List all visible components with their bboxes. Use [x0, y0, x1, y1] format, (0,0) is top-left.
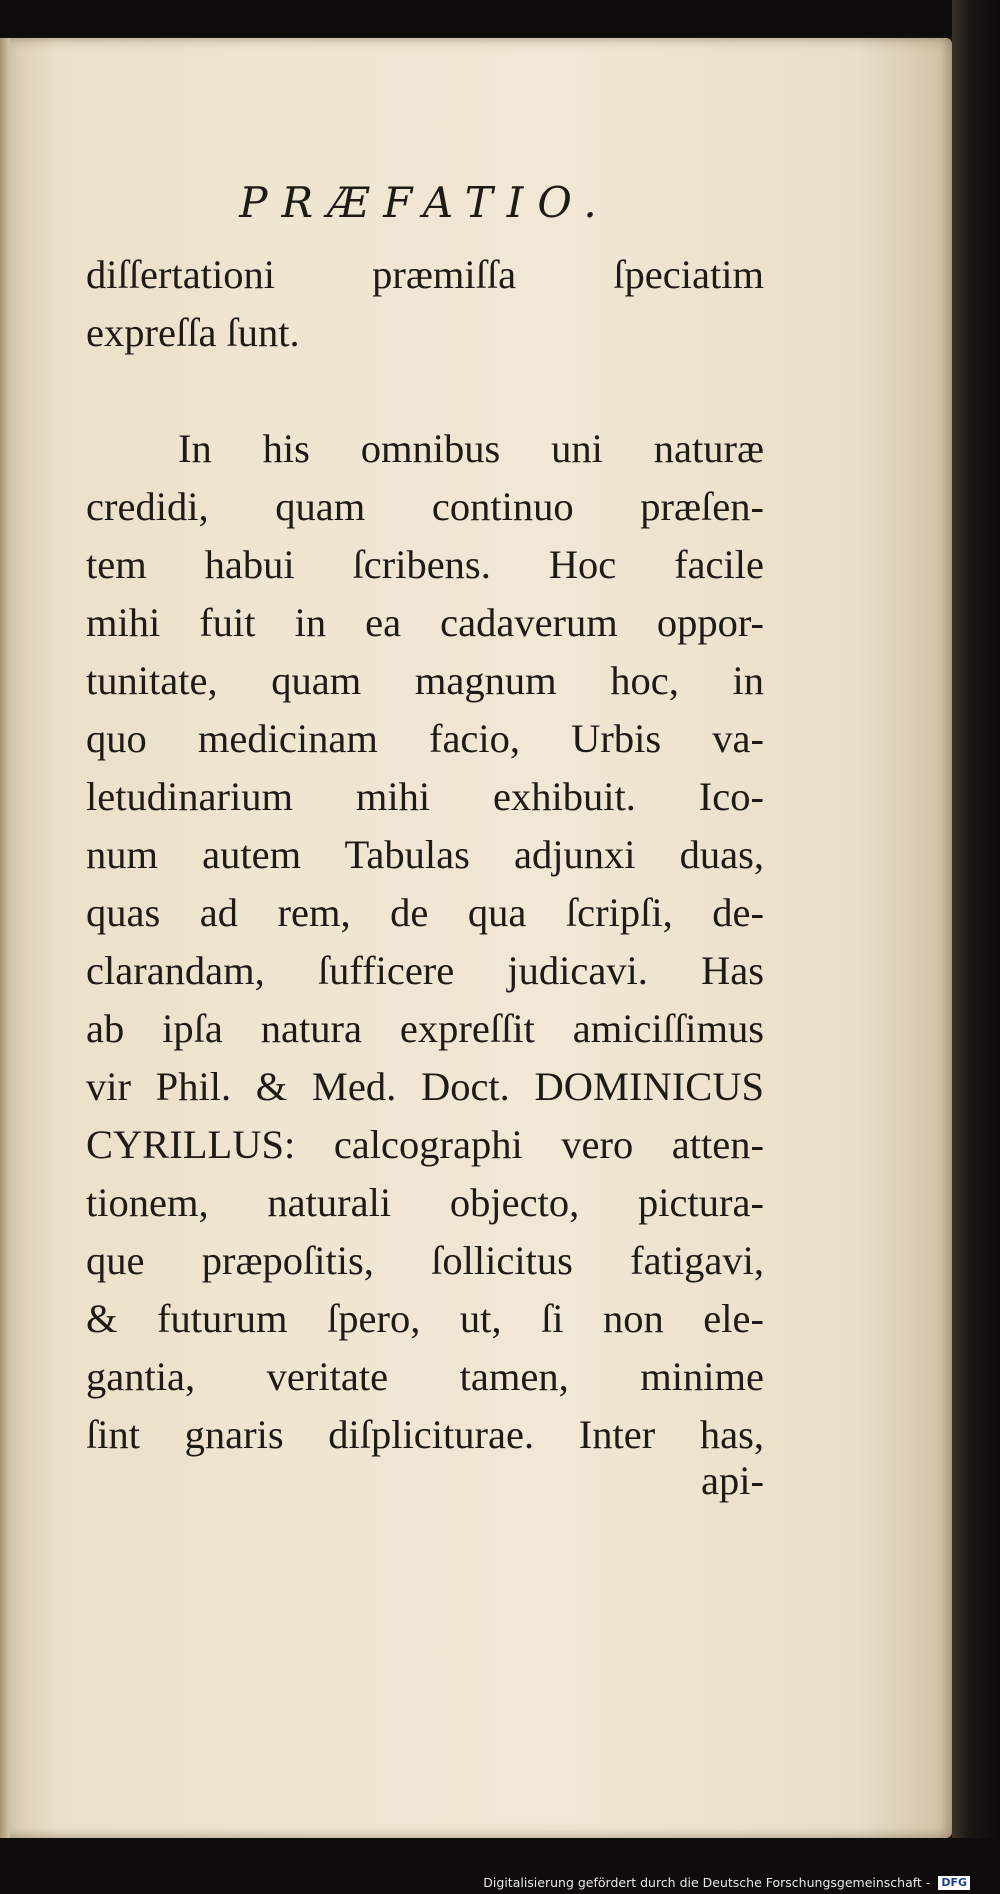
text-line-19: gantia, veritate tamen, minime [86, 1354, 764, 1399]
text-line-6: mihi fuit in ea cadaverum oppor- [86, 600, 764, 645]
text-line-18: & futurum ſpero, ut, ſi non ele- [86, 1296, 764, 1341]
catchword: api- [701, 1458, 764, 1503]
text-line-9: letudinarium mihi exhibuit. Ico- [86, 774, 764, 819]
text-line-10: num autem Tabulas adjunxi duas, [86, 832, 764, 877]
scan-right-border [952, 0, 1000, 1894]
text-line-14: vir Phil. & Med. Doct. DOMINICUS [86, 1064, 764, 1109]
scan-top-border [0, 0, 1000, 36]
scan-bottom-border [0, 1838, 1000, 1894]
text-line-12: clarandam, ſufficere judicavi. Has [86, 948, 764, 993]
text-line-4: credidi, quam continuo præſen- [86, 484, 764, 529]
text-line-13: ab ipſa natura expreſſit amiciſſimus [86, 1006, 764, 1051]
credit-text: Digitalisierung gefördert durch die Deutsche Forschungsgemeinschaft - [483, 1874, 931, 1890]
text-line-2: expreſſa ſunt. [86, 310, 300, 355]
dfg-logo-icon: DFG [938, 1876, 970, 1890]
page-edge [0, 38, 10, 1838]
digitization-credit [483, 1875, 970, 1891]
text-line-7: tunitate, quam magnum hoc, in [86, 658, 764, 703]
text-line-20: ſint gnaris diſpliciturae. Inter has, [86, 1412, 764, 1457]
text-line-15: CYRILLUS: calcographi vero atten- [86, 1122, 764, 1167]
text-line-8: quo medicinam facio, Urbis va- [86, 716, 764, 761]
text-line-11: quas ad rem, de qua ſcripſi, de- [86, 890, 764, 935]
text-line-5: tem habui ſcribens. Hoc facile [86, 542, 764, 587]
paragraph-gap [86, 362, 764, 420]
text-line-17: que præpoſitis, ſollicitus fatigavi, [86, 1238, 764, 1283]
text-line-3: In his omnibus uni naturæ [178, 426, 764, 471]
running-head: PRÆFATIO. [239, 178, 611, 227]
body-text [86, 246, 764, 1464]
text-line-16: tionem, naturali objecto, pictura- [86, 1180, 764, 1225]
text-line-1: diſſertationi præmiſſa ſpeciatim [86, 252, 764, 297]
